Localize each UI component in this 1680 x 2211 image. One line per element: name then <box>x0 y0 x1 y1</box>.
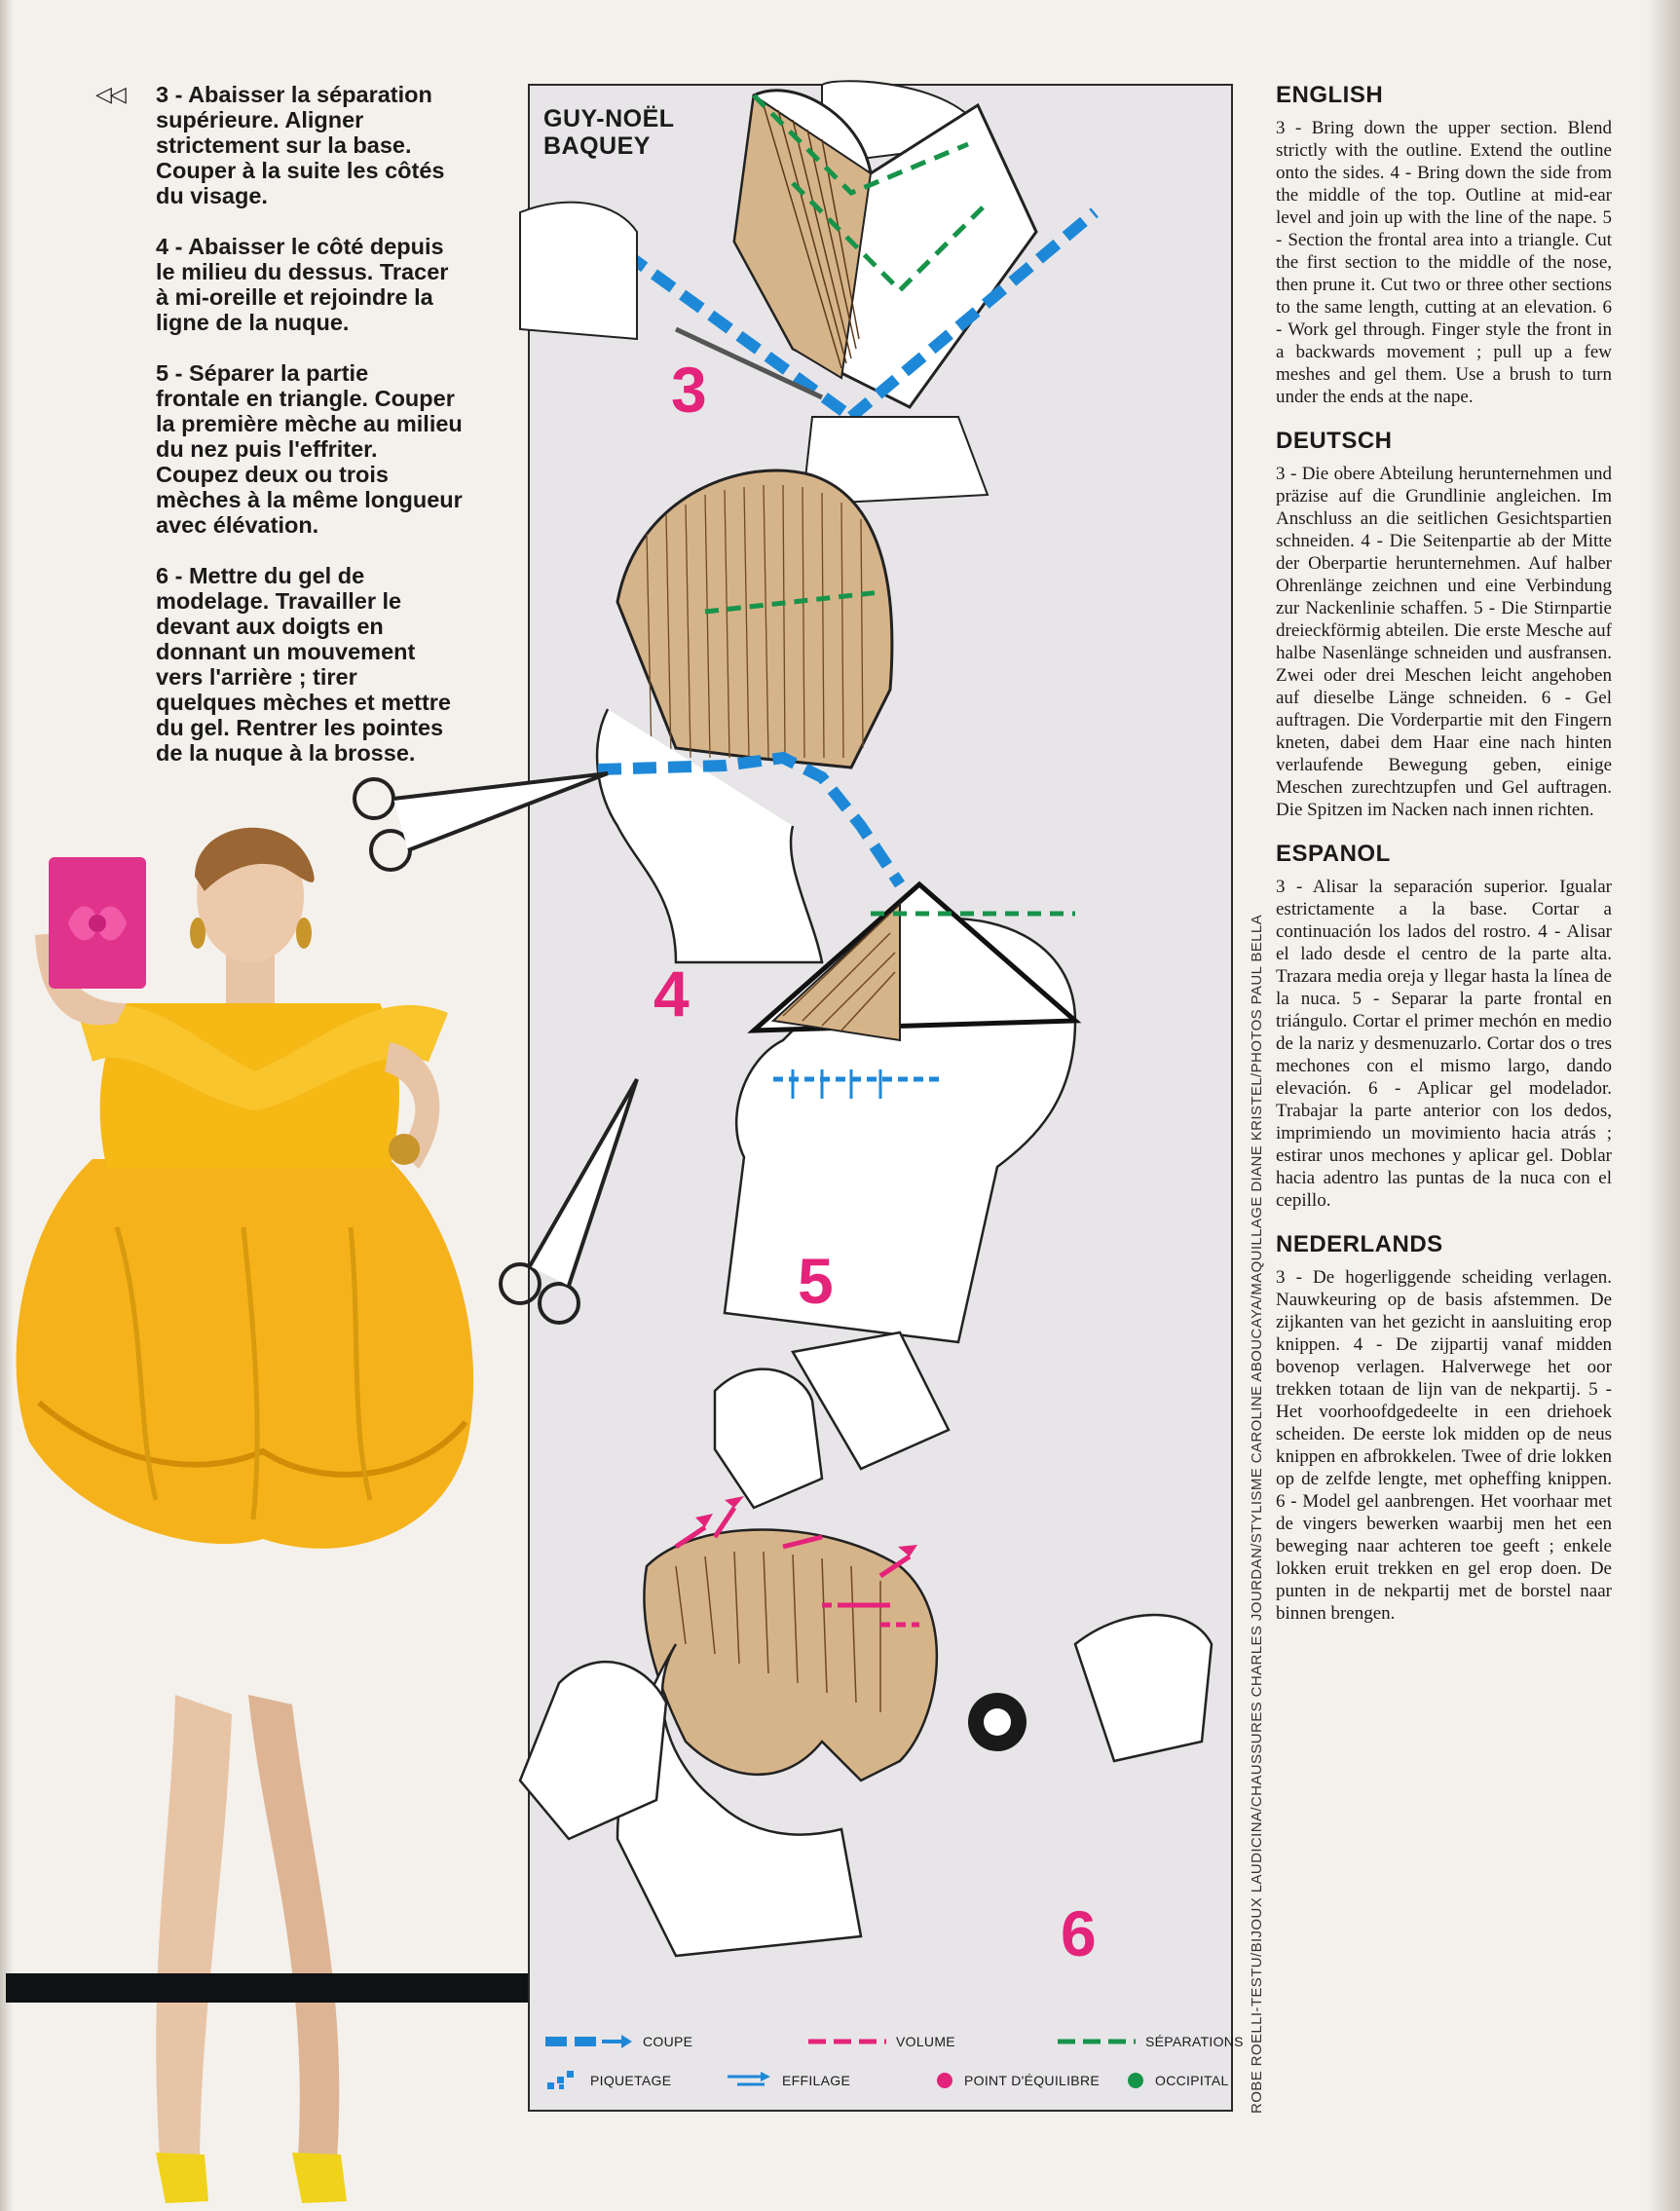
legend-occipital-label: OCCIPITAL <box>1155 2073 1229 2088</box>
french-step-5: 5 - Séparer la partie frontale en triangle. Couper la première mèche au milieu du nez puis l'effriter. Coupez deux ou trois mèches à la même longueur avec élévation. <box>156 360 463 538</box>
legend-coupe <box>545 2032 692 2051</box>
legend-piquetage <box>545 2071 671 2090</box>
occipital-dot-icon <box>1126 2071 1145 2090</box>
espanol-block <box>1276 841 1612 1212</box>
legend-separations-label: SÉPARATIONS <box>1145 2034 1244 2049</box>
haircut-diagrams <box>530 86 1231 2112</box>
dress-skirt <box>17 1159 473 1549</box>
separations-symbol-icon <box>1058 2032 1136 2051</box>
deutsch-text: 3 - Die obere Abteilung herunternehmen und präzise auf die Grundlinie angleichen. Im Anschluss an die seitlichen Gesichtspartien schneiden. 4 - Die Seitenpartie ab der Mitte der Oberpartie herunternehmen. Auf halber Ohrenlänge zeichnen und eine Verbindung zur Nackenlinie schaffen. 5 - Die Stirnpartie dreieckförmig abteilen. Die erste Mesche auf halbe Nasenlänge schneiden und ausfransen. Zwei oder drei Meschen leicht angehoben auf dieselbe Länge schneiden. 6 - Gel auftragen. Die Vorderpartie mit den Fingern kneten, dabei dem Haar eine nach hinten verlaufende Bewegung geben, einige Meschen zurechtzupfen und Gel auftragen. Die Spitzen im Nacken nach innen richten. <box>1276 464 1612 820</box>
french-step-3: 3 - Abaisser la séparation supérieure. Aligner strictement sur la base. Couper à la suite les côtés du visage. <box>156 82 445 208</box>
english-title: ENGLISH <box>1276 82 1384 108</box>
legend-coupe-label: COUPE <box>643 2034 693 2049</box>
nederlands-block <box>1276 1231 1612 1625</box>
english-block <box>1276 82 1612 408</box>
right-shoe <box>292 2153 347 2203</box>
espanol-title: ESPANOL <box>1276 841 1391 867</box>
volume-symbol-icon <box>808 2032 886 2051</box>
diagram-step-3 <box>520 81 1095 505</box>
legend-effilage-label: EFFILAGE <box>782 2073 851 2088</box>
legend-volume <box>808 2032 955 2051</box>
back-arrows-icon: ◁◁ <box>95 82 125 106</box>
legend-point-label: POINT D'ÉQUILIBRE <box>964 2073 1100 2088</box>
legend-point <box>935 2071 1100 2090</box>
nederlands-text: 3 - De hogerliggende scheiding verlagen. Nauwkeuring op de basis afstemmen. De zijkanten van het gezicht in aansluiting erop knippen. 4 - De zijpartij vanaf midden bovenop verlagen. Halverwege het oor trekken totaan de lijn van de nekpartij. 5 - Het voorhoofdgedeelte in een driehoek scheiden. De eerste lok midden op de neus knippen en afbrokkelen. Twee of drie lokken op de zelfde lengte, met opheffing knippen. 6 - Model gel aanbrengen. Het voorhaar met de vingers bewerken waarbij men het een beweging naar achteren toe geeft ; enkele lokken eruit trekken en gel erop doen. De punten in de nekpartij met de borstel naar binnen brengen. <box>1276 1267 1612 1624</box>
french-step-6: 6 - Mettre du gel de modelage. Travailler le devant aux doigts en donnant un mouvement vers l'arrière ; tirer quelques mèches et mettre du gel. Rentrer les pointes de la nuque à la brosse. <box>156 563 451 766</box>
nederlands-title: NEDERLANDS <box>1276 1231 1443 1257</box>
step-number-6: 6 <box>1061 1897 1097 1969</box>
legend-effilage <box>726 2071 850 2090</box>
coupe-symbol-icon <box>545 2032 633 2051</box>
english-text: 3 - Bring down the upper section. Blend strictly with the outline. Extend the outline onto the sides. 4 - Bring down the side from the middle of the top. Outline at mid-ear level and join up with the line of the nape. 5 - Section the frontal area into a triangle. Cut the first section to the middle of the nose, then prune it. Cut two or three other sections to the same length, cutting at an elevation. 6 - Work gel through. Finger style the front in a backwards movement ; pull up a few meshes and gel them. Use a brush to turn under the ends at the nape. <box>1276 118 1612 407</box>
step-number-5: 5 <box>798 1245 834 1317</box>
page-edge <box>1647 0 1680 2211</box>
translations-column <box>1276 82 1612 1644</box>
left-shoe <box>156 2153 208 2203</box>
french-step-4: 4 - Abaisser le côté depuis le milieu du dessus. Tracer à mi-oreille et rejoindre la ligne de la nuque. <box>156 234 449 335</box>
diagram-panel <box>528 84 1244 2112</box>
diagram-step-6 <box>520 1332 1212 1956</box>
espanol-text: 3 - Alisar la separación superior. Igualar estrictamente a la base. Cortar a continuación los lados del rostro. 4 - Alisar el lado desde el centro de la parte alta. Trazara media oreja y llegar hasta la línea de la nuca. 5 - Separar la parte frontal en triángulo. Cortar el primer mechón en medio de la nariz y desmenuzarlo. Cortar dos o tres mechones con el mismo largo, dando elevación. 6 - Aplicar gel modelador. Trabajar la parte anterior con los dedos, imprimiendo un movimiento hacia atrás ; estirar unos mechones y aplicar gel. Doblar hacia adentro las puntas de la nuca con el cepillo. <box>1276 877 1612 1211</box>
legend-occipital <box>1126 2071 1229 2090</box>
step-number-4: 4 <box>653 957 690 1030</box>
piquetage-symbol-icon <box>545 2071 580 2090</box>
legend-separations <box>1058 2032 1244 2051</box>
legend-volume-label: VOLUME <box>896 2034 955 2049</box>
effilage-symbol-icon <box>726 2071 772 2090</box>
legend <box>545 2032 1244 2100</box>
french-instructions <box>97 82 492 791</box>
photo-credits: ROBE ROELLI-TESTU/BIJOUX LAUDICINA/CHAUSSURES CHARLES JOURDAN/STYLISME CAROLINE ABOUCAYA/MAQUILLAGE DIANE KRISTEL/PHOTOS PAUL BELLA <box>1249 914 1265 2114</box>
step-number-3: 3 <box>671 354 707 426</box>
deutsch-title: DEUTSCH <box>1276 428 1393 454</box>
deutsch-block <box>1276 428 1612 821</box>
brand-title: GUY-NOËL BAQUEY <box>543 105 675 160</box>
legend-piquetage-label: PIQUETAGE <box>590 2073 672 2088</box>
point-equilibre-dot-icon <box>935 2071 954 2090</box>
